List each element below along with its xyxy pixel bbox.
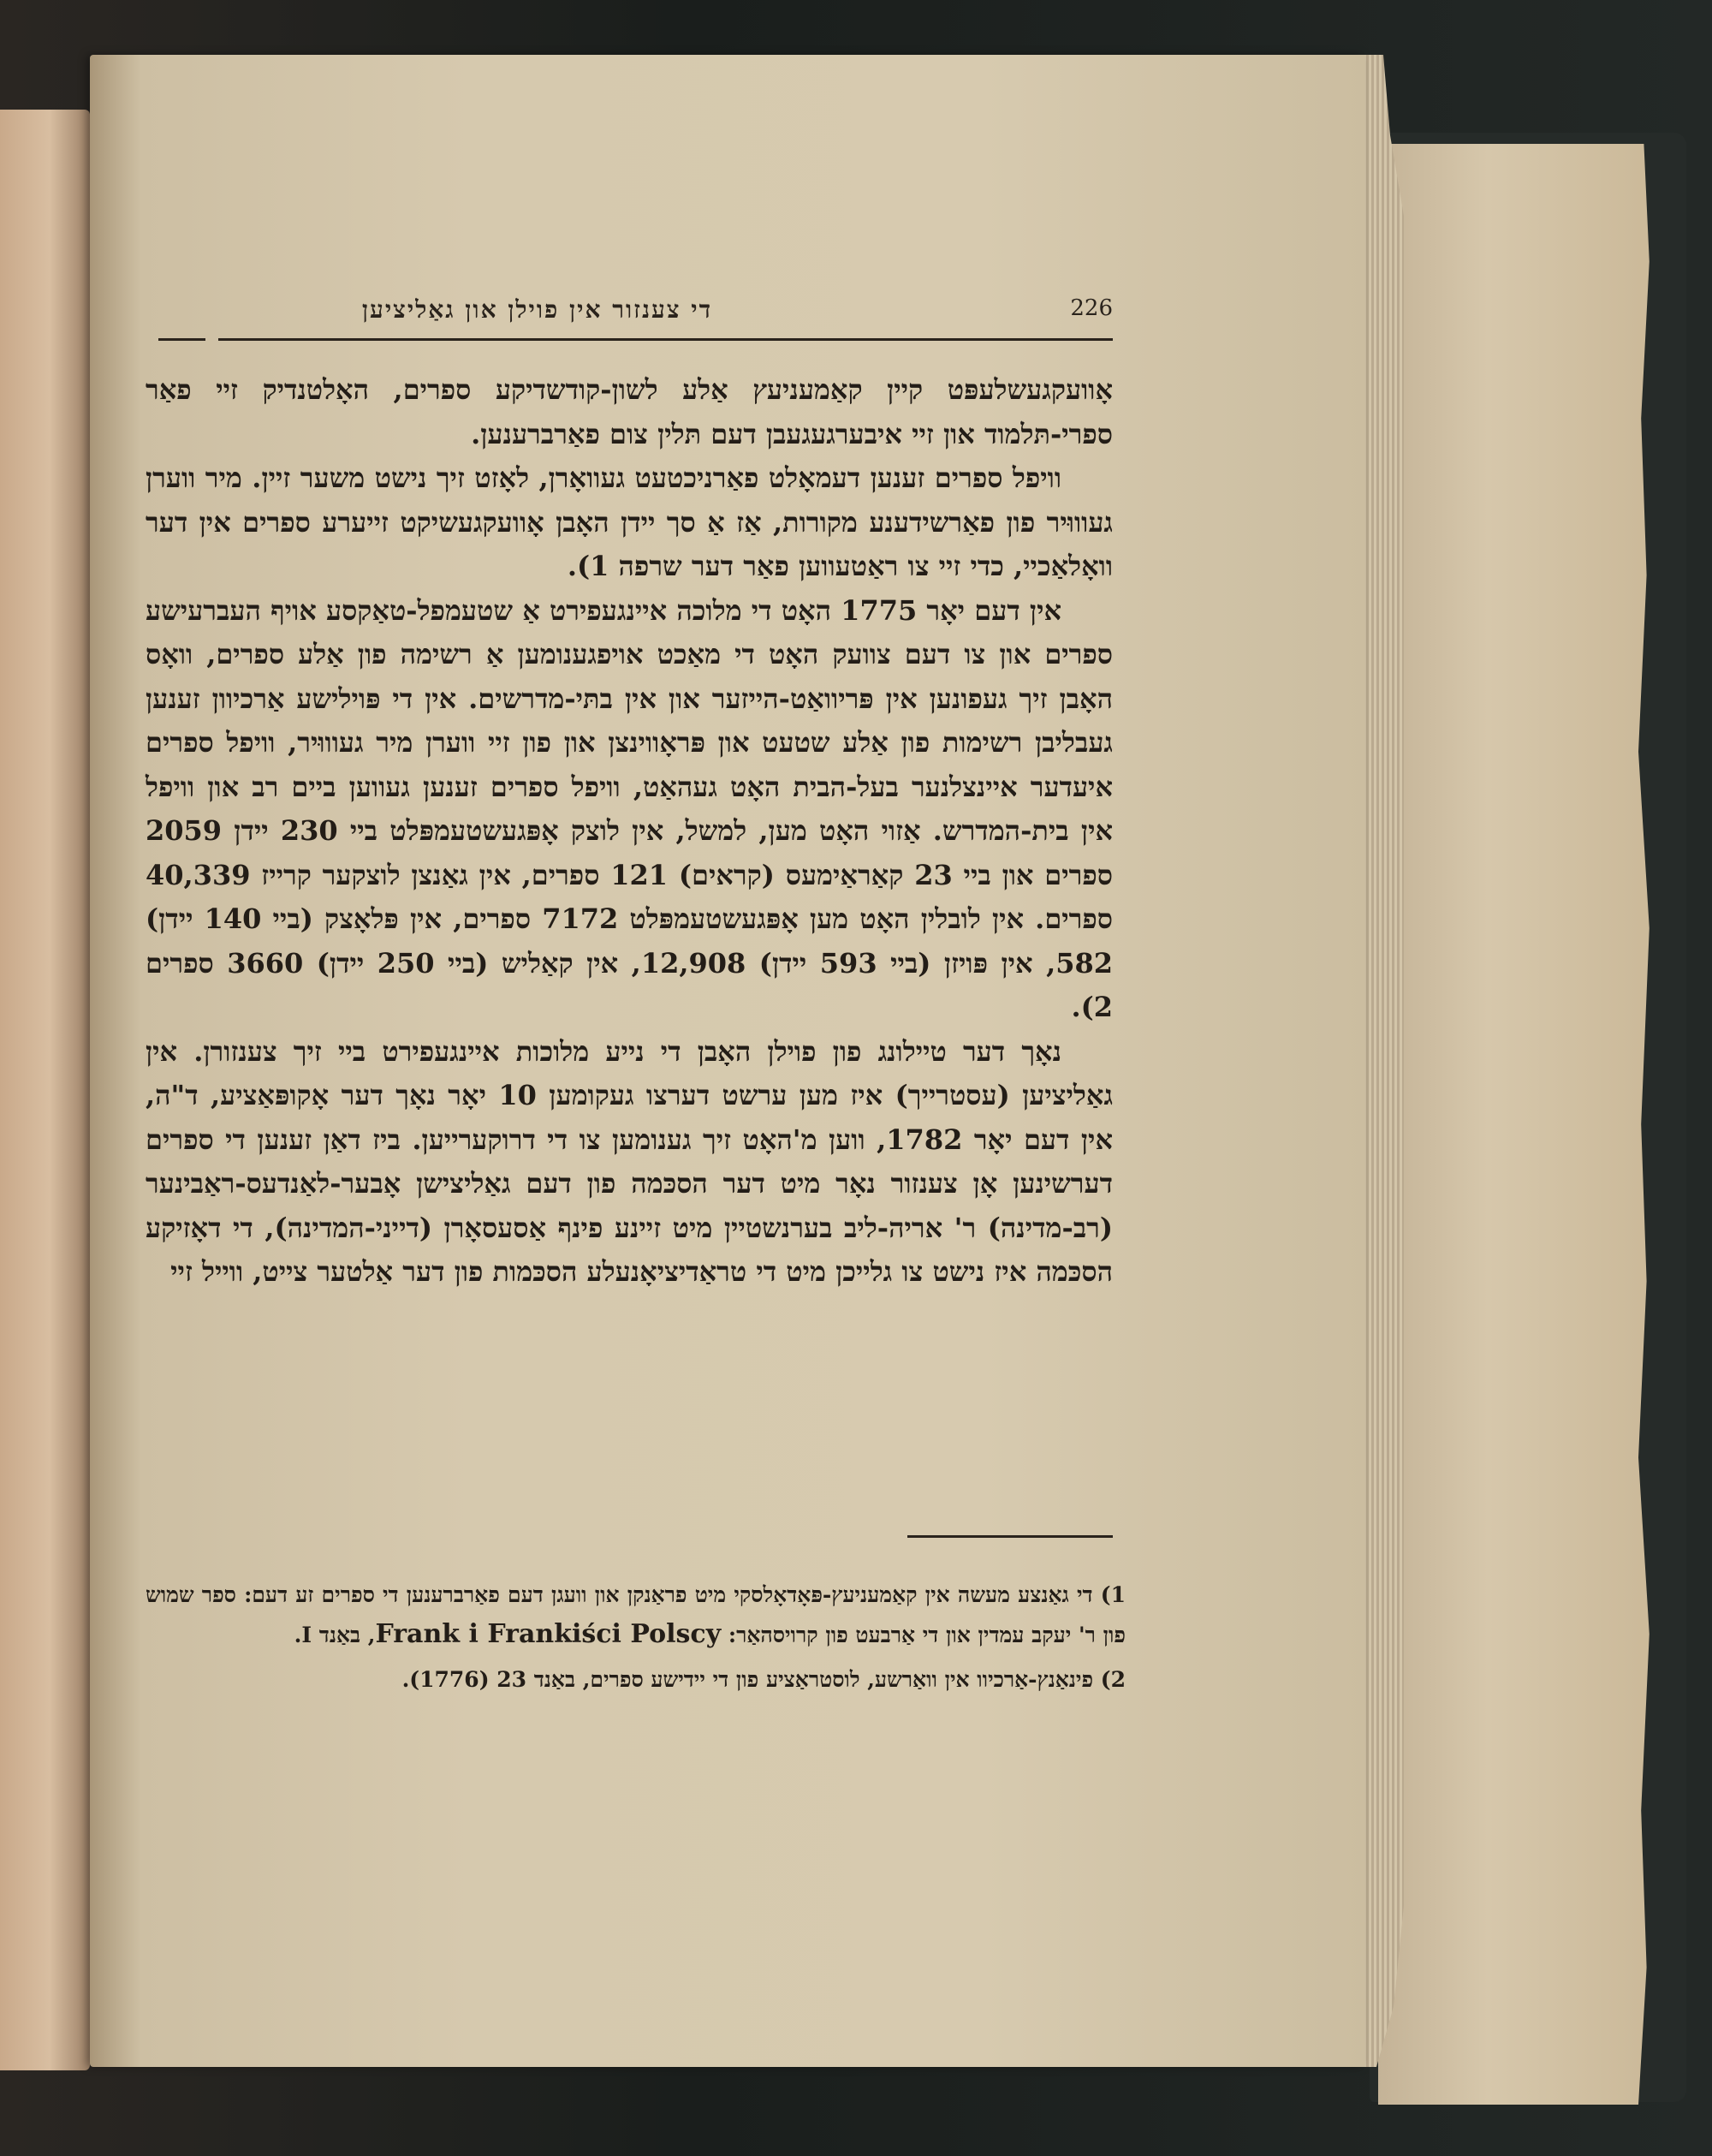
facing-page-edge (0, 110, 90, 2070)
paragraph: אין דעם יאָר 1775 האָט די מלוכה איינגעפירט אַ שטעמפל-טאַקסע אויף העברעישע ספרים און צו דעם צוועק האָט די מאַכט אויפגענומען אַ רשימה פון אַלע ספרים, וואָס האָבן זיך געפונען אין פּריוואַט-הייזער און אין בתּי-מדרשים. אין די פּוילישע אַרכיוון זענען געבליבן רשימות פון אַלע שטעט און פּראָווינצן און פון זיי ווערן מיר געוווּיר, וויפל ספרים איעדער איינצלנער בעל-הבית האָט געהאַט, וויפל ספרים זענען געווען ביים רב און וויפל אין בית-המדרש. אַזוי האָט מען, למשל, אין לוצק אָפּגעשטעמפּלט ביי 230 יידן 2059 ספרים און ביי 23 קאַראַימעס (קראים) 121 ספרים, אין גאַנצן לוצקער קרייז 40,339 ספרים. אין לובלין האָט מען אָפּגעשטעמפּלט 7172 ספרים, אין פּלאָצק (ביי 140 יידן) 582, אין פּויזן (ביי 593 יידן) 12,908, אין קאַליש (ביי 250 יידן) 3660 ספרים 2). (146, 593, 1114, 1023)
head-rule-short (158, 338, 205, 341)
head-rule (218, 338, 1113, 341)
paragraph: נאָך דער טיילונג פון פוילן האָבן די נייע מלוכות איינגעפירט ביי זיך צענזורן. אין גאַליציען (עסטרייך) איז מען ערשט דערצו געקומען 10 יאָר נאָך דער אָקופּאַציע, ד"ה, אין דעם יאָר 1782, ווען מ'האָט זיך גענומען צו די דרוקערייען. ביז דאַן זענען די ספרים דערשינען אָן צענזור נאָר מיט דער הסכּמה פון דעם גאַליצישן אָבער-לאַנדעס-ראַבינער (רב-מדינה) ר' אריה-ליב בערנשטיין מיט זיינע פינף אַסעסאָרן (דייני-המדינה), די דאָזיקע הסכּמה איז נישט צו גלייכן מיט די טראַדיציאָנעלע הסכּמות פון דער אַלטער צייט, ווייל זיי (146, 1034, 1114, 1288)
page-number: 226 (1070, 295, 1113, 321)
footnote-text: 2) פינאַנץ-אַרכיוו אין וואַרשע, לוסטראַציע פון די יידישע ספרים, באַנד 23 (1776). (401, 1667, 1126, 1692)
footnote (146, 1575, 1126, 1655)
running-head (158, 295, 1113, 347)
footnote-tail: , באַנד I. (294, 1623, 376, 1647)
footnote-rule (907, 1535, 1113, 1538)
paragraph: אָוועקגעשלעפּט קיין קאַמעניעץ אַלע לשון-קודשדיקע ספרים, האָלטנדיק זיי פאַר ספרי-תּלמוד און זיי איבערגעגעבן דעם תּלין צום פאַרברענען. (146, 373, 1113, 450)
running-head-title: די צענזור אין פוילן און גאַליציען (361, 295, 713, 324)
footnote-text: 1) די גאַנצע מעשה אין קאַמעניעץ-פּאָדאָלסקי מיט פראַנקן און וועגן דעם פאַרברענען די ספרים זע דעם: ספר שמוש פון ר' יעקב עמדין און די אַרבעט פון קרויסהאַר: (146, 1582, 1126, 1647)
second-book-pages (1378, 144, 1652, 2105)
footnote (146, 1660, 1126, 1700)
footnotes (146, 1575, 1126, 1705)
footnote-citation: Frank i Frankiści Polscy (375, 1619, 722, 1649)
paragraph: וויפל ספרים זענען דעמאָלט פאַרניכטעט געוואָרן, לאָזט זיך נישט משער זיין. מיר ווערן געוווּיר פון פאַרשידענע מקורות, אַז אַ סך יידן האָבן אָוועקגעשיקט זייערע ספרים אין דער וואָלאַכיי, כדי זיי צו ראַטעווען פאַר דער שרפה 1). (146, 462, 1113, 582)
body-text (146, 368, 1113, 1295)
